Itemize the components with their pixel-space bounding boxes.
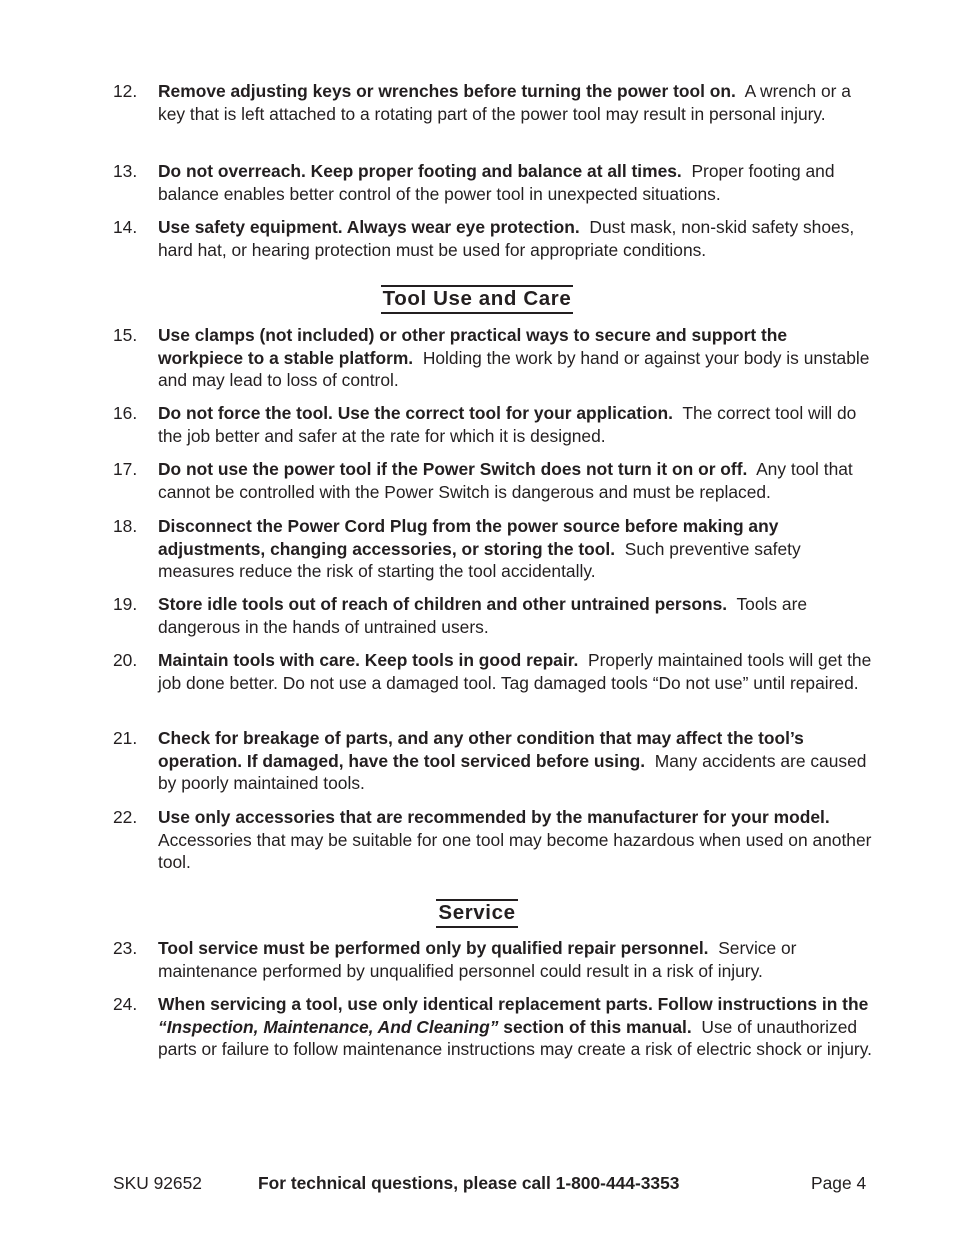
item-number: 14. xyxy=(113,217,138,237)
item-heading: When servicing a tool, use only identical replacement parts. Follow instructions in the xyxy=(158,994,869,1014)
item-number: 20. xyxy=(113,650,138,670)
sku-label: SKU 92652 xyxy=(113,1173,202,1193)
item-heading: Disconnect the Power Cord Plug from the power source before making any adjustments, changing accessories, or storing the tool. xyxy=(158,516,779,559)
item-heading: Store idle tools out of reach of children and other untrained persons. xyxy=(158,594,728,614)
list-item xyxy=(113,160,873,205)
item-text: A wrench or a key that is left attached to a rotating part of the power tool may result in personal injury. xyxy=(158,81,851,124)
item-text: Any tool that cannot be controlled with the Power Switch is dangerous and must be replaced. xyxy=(158,459,853,502)
list-item xyxy=(113,593,873,638)
list-item xyxy=(113,216,873,261)
item-number: 15. xyxy=(113,325,138,345)
item-number: 18. xyxy=(113,516,138,536)
item-heading: Use only accessories that are recommended by the manufacturer for your model. xyxy=(158,807,830,827)
section-heading-tool-use: Tool Use and Care xyxy=(0,285,954,314)
item-heading: Remove adjusting keys or wrenches before turning the power tool on. xyxy=(158,81,736,101)
list-item xyxy=(113,727,873,795)
item-text: Properly maintained tools will get the job done better. Do not use a damaged tool. Tag damaged tools “Do not use” until repaired. xyxy=(158,650,872,693)
list-item xyxy=(113,515,873,583)
item-number: 19. xyxy=(113,594,138,614)
technical-support-line: For technical questions, please call 1-800-444-3353 xyxy=(258,1173,680,1193)
list-item xyxy=(113,324,873,392)
item-heading: Use safety equipment. Always wear eye protection. xyxy=(158,217,580,237)
item-text: Holding the work by hand or against your body is unstable and may lead to loss of control. xyxy=(158,347,870,391)
item-text: Such preventive safety measures reduce the risk of starting the tool accidentally. xyxy=(158,538,801,582)
item-number: 24. xyxy=(113,994,138,1014)
list-item xyxy=(113,402,873,447)
item-number: 12. xyxy=(113,81,138,101)
item-text: The correct tool will do the job better and safer at the rate for which it is designed. xyxy=(158,403,857,446)
item-text: Use of unauthorized parts or failure to follow maintenance instructions may create a risk of electric shock or injury. xyxy=(158,1016,872,1060)
item-text: Proper footing and balance enables better control of the power tool in unexpected situations. xyxy=(158,161,835,204)
list-item xyxy=(113,937,873,982)
list-item xyxy=(113,806,873,874)
item-number: 21. xyxy=(113,728,138,748)
list-item xyxy=(113,649,873,694)
item-text: Accessories that may be suitable for one tool may become hazardous when used on another tool. xyxy=(158,829,872,873)
section-reference: “Inspection, Maintenance, And Cleaning” xyxy=(158,1016,499,1037)
item-number: 17. xyxy=(113,459,138,479)
item-heading: Tool service must be performed only by qualified repair personnel. xyxy=(158,938,709,958)
item-text: Tools are dangerous in the hands of untrained users. xyxy=(158,594,808,637)
item-heading: Check for breakage of parts, and any other condition that may affect the tool’s operation. If damaged, have the tool serviced before using. xyxy=(158,728,804,771)
item-heading-continued: section of this manual. xyxy=(503,1016,692,1037)
item-heading: Do not use the power tool if the Power Switch does not turn it on or off. xyxy=(158,459,748,479)
item-number: 22. xyxy=(113,807,138,827)
list-item xyxy=(113,993,873,1061)
section-heading-service: Service xyxy=(0,899,954,928)
item-number: 16. xyxy=(113,403,138,423)
list-item xyxy=(113,80,873,125)
item-heading: Maintain tools with care. Keep tools in good repair. xyxy=(158,650,579,670)
item-heading: Do not force the tool. Use the correct tool for your application. xyxy=(158,403,673,423)
item-number: 23. xyxy=(113,938,138,958)
item-text: Many accidents are caused by poorly maintained tools. xyxy=(158,750,867,794)
page-number: Page 4 xyxy=(811,1173,867,1193)
item-heading: Do not overreach. Keep proper footing and balance at all times. xyxy=(158,161,682,181)
item-text: Dust mask, non-skid safety shoes, hard hat, or hearing protection must be used for appropriate conditions. xyxy=(158,217,855,260)
list-item xyxy=(113,458,873,503)
item-heading: Use clamps (not included) or other practical ways to secure and support the workpiece to a stable platform. xyxy=(158,325,788,368)
item-text: Service or maintenance performed by unqualified personnel could result in a risk of injury. xyxy=(158,938,797,981)
item-number: 13. xyxy=(113,161,138,181)
